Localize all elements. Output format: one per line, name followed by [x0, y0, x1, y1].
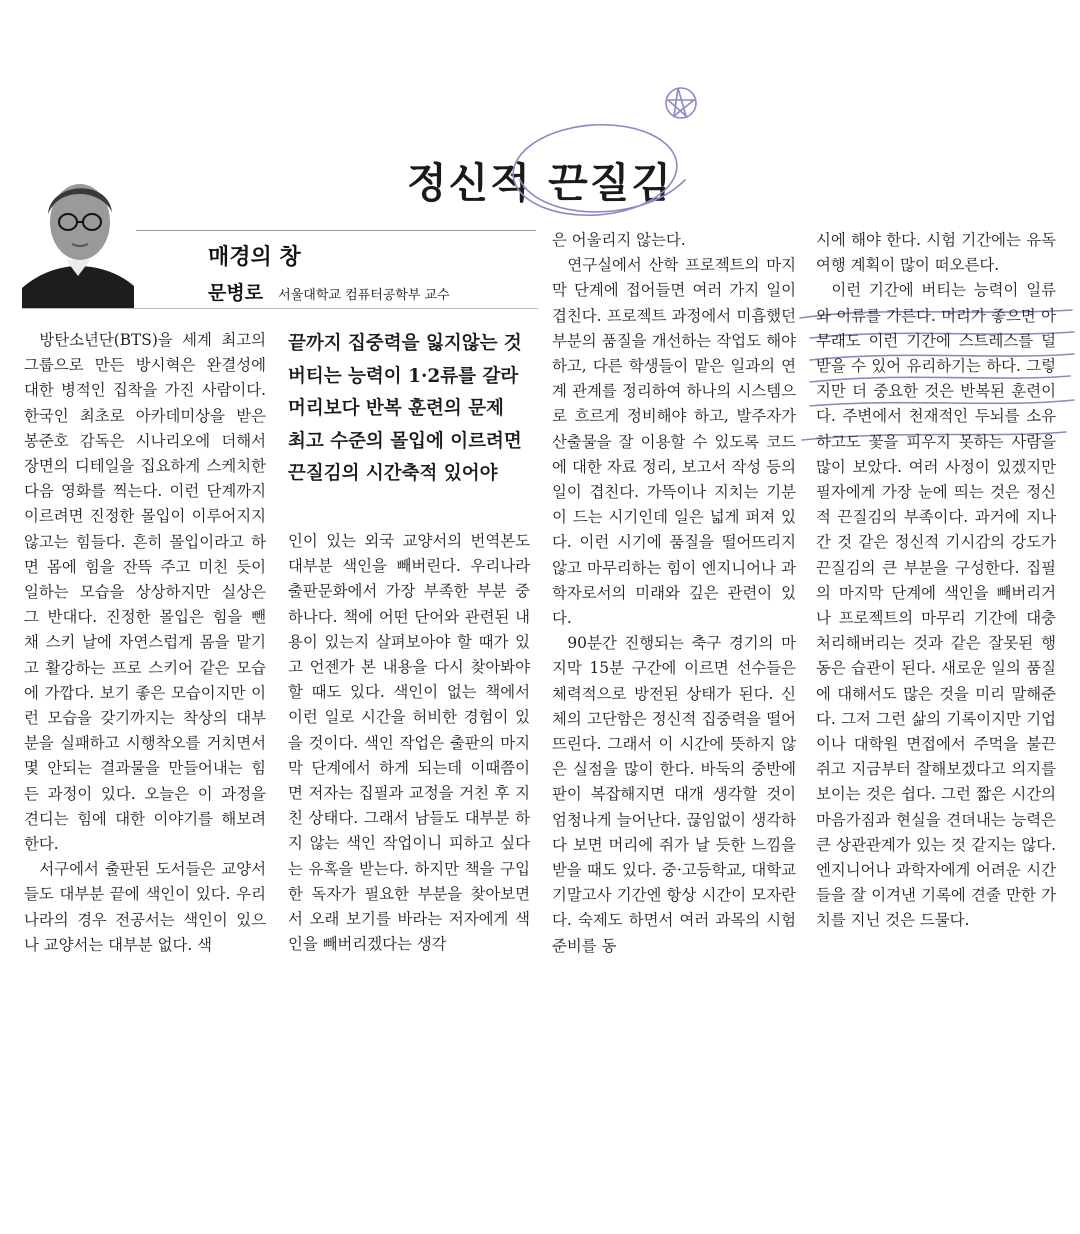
- column-name: 매경의 창: [208, 245, 301, 270]
- pull-quote-line: 최고 수준의 몰입에 이르려면: [288, 430, 522, 452]
- paragraph: 방탄소년단(BTS)을 세계 최고의 그룹으로 만든 방시혁은 완결성에 대한 병적인 집착을 가진 사람이다. 한국인 최초로 아카데미상을 받은 봉준호 감독은 시나리오에 더해서 장면의 디테일을 집요하게 스케치한 다음 영화를 찍는다. 이런 단계까지 이르려면 진정한 몰입이 이루어지지 않고는 힘들다. 흔히 몰입이라고 하면 몸에 힘을 잔뜩 주고 미친 듯이 일하는 모습을 상상하지만 실상은 그 반대다. 진정한 몰입은 힘을 뺀 채 스키 날에 자연스럽게 몸을 맡기고 활강하는 프로 스키어 같은 모습에 가깝다. 보기 좋은 모습이지만 이런 모습을 갖기까지는 착상의 대부분을 실패하고 시행착오를 거치면서 몇 안되는 결과물을 만들어내는 힘든 과정이 있다. 오늘은 이 과정을 견디는 힘에 대한 이야기를 해보려 한다.: [24, 331, 266, 854]
- header-rule: [136, 230, 536, 231]
- star-doodle-orbit: [666, 88, 696, 118]
- article-column-4: [816, 228, 1056, 934]
- author-name: 문병로: [208, 282, 264, 304]
- author-byline: [208, 278, 450, 305]
- paragraph: 이런 기간에 버티는 능력이 일류와 이류를 가른다. 머리가 좋으면 아무래도 이런 기간에 스트레스를 덜 받을 수 있어 유리하기는 하다. 그렇지만 더 중요한 것은 반복된 훈련이다. 주변에서 천재적인 두뇌를 소유하고도 꽃을 피우지 못하는 사람을 많이 보았다. 여러 사정이 있겠지만 필자에게 가장 눈에 띄는 것은 정신적 끈질김의 부족이다. 과거에 지나간 것 같은 정신적 기시감의 강도가 끈질김의 큰 부분을 구성한다. 집필의 마지막 단계에 색인을 빼버리거나 프로젝트의 마무리 기간에 대충 처리해버리는 것과 같은 잘못된 행동은 습관이 된다. 새로운 일의 품질에 대해서도 많은 것을 미리 말해준다. 그저 그런 삶의 기록이지만 기업이나 대학원 면접에서 주먹을 불끈 쥐고 지금부터 잘해보겠다고 의지를 보이는 것은 쉽다. 그런 짧은 시간의 마음가짐과 현실을 견뎌내는 능력은 큰 상관관계가 있는 것 같지는 않다. 엔지니어나 과학자에게 어려운 시간들을 잘 이겨낸 기록에 견줄 만한 가치를 지닌 것은 드물다.: [816, 281, 1056, 930]
- pull-quote-line: 머리보다 반복 훈련의 문제: [288, 398, 504, 419]
- author-affiliation: 서울대학교 컴퓨터공학부 교수: [278, 288, 450, 303]
- article-column-1: [24, 328, 266, 958]
- paragraph: 은 어울리지 않는다.: [552, 231, 686, 249]
- paragraph: 인이 있는 외국 교양서의 번역본도 대부분 색인을 빼버린다. 우리나라 출판문화에서 가장 부족한 부분 중 하나다. 책에 어떤 단어와 관련된 내용이 있는지 살펴보아야 할 때가 있고 언젠가 본 내용을 다시 찾아봐야 할 때도 있다. 색인이 없는 책에서 이런 일로 시간을 허비한 경험이 있을 것이다. 색인 작업은 출판의 마지막 단계에서 하게 되는데 이때쯤이면 저자는 집필과 교정을 거친 후 지친 상태다. 그래서 남들도 대부분 하지 않는 색인 작업이니 피하고 싶다는 유혹을 받는다. 하지만 책을 구입한 독자가 필요한 부분을 찾아보면서 오래 보기를 바라는 저자에게 색인을 빼버리겠다는 생각: [288, 532, 530, 954]
- paragraph: 90분간 진행되는 축구 경기의 마지막 15분 구간에 이르면 선수들은 체력적으로 방전된 상태가 된다. 신체의 고단함은 정신적 집중력을 떨어뜨린다. 그래서 이 시간에 뜻하지 않은 실점을 많이 한다. 바둑의 중반에 판이 복잡해지면 대개 생각할 것이 엄청나게 늘어난다. 끊임없이 생각하다 보면 머리에 쥐가 날 듯한 느낌을 받을 때도 있다. 중·고등학교, 대학교 기말고사 기간엔 항상 시간이 모자란다. 숙제도 하면서 여러 과목의 시험 준비를 동: [552, 634, 796, 955]
- pull-quote-line: 끈질김의 시간축적 있어야: [288, 463, 498, 484]
- author-photo: [22, 160, 134, 308]
- paragraph: 연구실에서 산학 프로젝트의 마지막 단계에 접어들면 여러 가지 일이 겹친다. 프로젝트 과정에서 미흡했던 부분의 품질을 개선하는 작업도 해야 하고, 다른 학생들이 맡은 일과의 연계 관계를 정리하여 하나의 시스템으로 흐르게 정비해야 하고, 발주자가 산출물을 잘 이용할 수 있도록 코드에 대한 자료 정리, 보고서 작성 등의 일이 겹친다. 가뜩이나 지치는 기분이 드는 시기인데 일은 넓게 퍼져 있다. 이런 시기에 품질을 떨어뜨리지 않고 마무리하는 힘이 엔지니어나 과학자로서의 미래와 깊은 관련이 있다.: [552, 256, 796, 628]
- paragraph: 시에 해야 한다. 시험 기간에는 유독 여행 계획이 많이 떠오른다.: [816, 231, 1056, 275]
- article-column-3: [552, 228, 796, 959]
- headline: 정신적 끈질김: [407, 159, 673, 207]
- star-doodle-icon: [668, 88, 694, 116]
- byline-rule: [22, 308, 538, 309]
- article-column-2: [288, 529, 530, 957]
- pull-quote-line: 버티는 능력이 1·2류를 갈라: [288, 365, 519, 387]
- pull-quote: [288, 328, 532, 491]
- pull-quote-line: 끝까지 집중력을 잃지않는 것: [288, 333, 522, 354]
- paragraph: 서구에서 출판된 도서들은 교양서들도 대부분 끝에 색인이 있다. 우리나라의 경우 전공서는 색인이 있으나 교양서는 대부분 없다. 색: [24, 860, 266, 954]
